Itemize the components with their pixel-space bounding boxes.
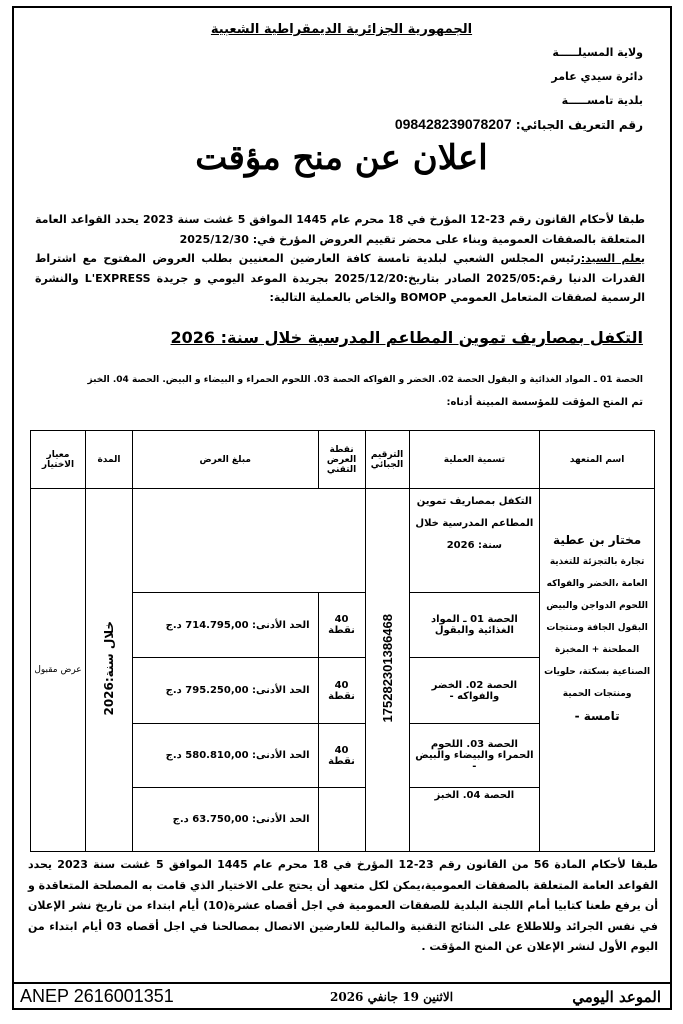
tax-number: 175282301386468 (379, 614, 395, 723)
footer-divider (12, 982, 672, 984)
table-row (31, 489, 655, 593)
tax-id: 098428239078207 (394, 116, 512, 132)
notice-title: اعلان عن منح مؤقت (195, 138, 488, 178)
award-table (30, 430, 655, 852)
duration: خلال سنة:2026 (101, 621, 116, 716)
header-operation: تسمية العملية (409, 431, 540, 489)
bidder-name: مختار بن عطية (553, 533, 642, 547)
awarded-line: تم المنح المؤقت للمؤسسة المبينة أدناه: (446, 397, 643, 408)
lot-amount: الحد الأدنى: 795.250,00 د.ج (132, 658, 318, 724)
bidder-cell (540, 489, 655, 852)
lot-amount: الحد الأدنى: 714.795,00 د.ج (132, 593, 318, 658)
lot-points: 40 نقطة (318, 658, 365, 724)
lot-amount: الحد الأدنى: 580.810,00 د.ج (132, 724, 318, 788)
tax-id-label: رقم التعريف الجبائي: (515, 118, 643, 132)
lot-points: 40 نقطة (318, 724, 365, 788)
bidder-description: تجارة بالتجزئة للتغذية العامة ،الخضر والفواكه اللحوم الدواجن والبيض البقول الجافة ومنتجات المطحنة + المخبزة الصناعية بسكتة، حلويات ومنتجات الحمية (544, 557, 651, 699)
intro-text: رئيس المجلس الشعبي لبلدية تامسة كافة العارضين المعنيين بطلب العروض المفتوح مع اشتراط القدرات الدنيا رقم:2025/05 الصادر بتاريخ:2025/12/20 بجريدة الموعد اليومي و جريدة L'EXPRESS والنشرة الرسمية لصفقات المتعامل العمومي BOMOP والخاص بالعملية التالية: (35, 252, 645, 304)
header-points: نقطة العرض التقني (318, 431, 365, 489)
lot-points: 40 نقطة (318, 593, 365, 658)
lot-name: الحصة 02. الخضر والفواكه - (409, 658, 540, 724)
tax-id-line (395, 116, 643, 132)
header-tax-number: الترقيم الجبائي (365, 431, 409, 489)
intro-label: يعلم السيد: (580, 252, 646, 265)
lots-line: الحصة 01 ـ المواد الغذائية و البقول الحصة 02. الخضر و الفواكه الحصة 03. اللحوم الحمراء و البيضاء و البيض. الحصة 04. الخبز (87, 375, 643, 385)
lot-name: الحصة 03. اللحوم الحمراء والبيضاء والبيض - (409, 724, 540, 788)
header-duration: المدة (86, 431, 133, 489)
daira: دائرة سيدي عامر (551, 70, 643, 83)
republic-heading: الجمهورية الجزائرية الديمقراطية الشعبية (210, 22, 473, 37)
table-header-row (31, 431, 655, 489)
duration-cell (86, 489, 133, 852)
intro-paragraph-1: طبقا لأحكام القانون رقم 23-12 المؤرخ في 18 محرم عام 1445 الموافق 5 غشت سنة 2023 يحدد القواعد العامة المتعلقة بالصفقات العمومية وبناء على محضر تقييم العروض المؤرخ في: 2025/12/30 (35, 213, 645, 246)
commune: بلدية تامســـــة (561, 94, 643, 107)
lot-name: الحصة 04. الخبز (409, 788, 540, 852)
operation-name: التكفل بمصاريف تموين المطاعم المدرسية خلال سنة: 2026 (409, 489, 540, 593)
lot-amount: الحد الأدنى: 63.750,00 د.ج (132, 788, 318, 852)
lot-name: الحصة 01 ـ المواد الغذائية والبقول (409, 593, 540, 658)
publication-date: الاثنين 19 جانفي 2026 (330, 990, 454, 1004)
wilaya: ولاية المسيلـــــة (552, 46, 643, 59)
criterion: عرض مقبول (31, 489, 86, 852)
operation-subject: التكفل بمصاريف تموين المطاعم المدرسية خلال سنة: 2026 (170, 328, 643, 347)
empty-cell (132, 489, 365, 593)
tax-number-cell (365, 489, 409, 852)
intro-paragraph-2 (35, 249, 645, 308)
anep-number: ANEP 2616001351 (20, 986, 174, 1006)
header-criterion: معيار الاختيار (31, 431, 86, 489)
newspaper-name: الموعد اليومي (572, 988, 661, 1006)
bidder-city: تامسة - (574, 709, 620, 723)
header-amount: مبلغ العرض (132, 431, 318, 489)
lot-points (318, 788, 365, 852)
header-bidder: اسم المتعهد (540, 431, 655, 489)
closing-paragraph: طبقا لأحكام المادة 56 من القانون رقم 23-12 المؤرخ في 18 محرم عام 1445 الموافق 5 غشت سنة 2023 يحدد القواعد العامة المتعلقة بالصفقات العمومية،يمكن لكل متعهد أن يحتج على الاختيار الذي قامت به المصلحة المتعاقدة و أن يرفع طعنا كتابيا أمام اللجنة البلدية للصفقات العمومية في اجل أقصاه عشرة(10) أيام ابتداء من تاريخ نشر الإعلان في نفس الجرائد وللاطلاع على النتائج التقنية والمالية للعارضين الاتصال بمصالحنا في اجل أقصاه 03 أيام ابتداء من اليوم الأول لنشر الإعلان عن المنح المؤقت . (28, 858, 658, 953)
